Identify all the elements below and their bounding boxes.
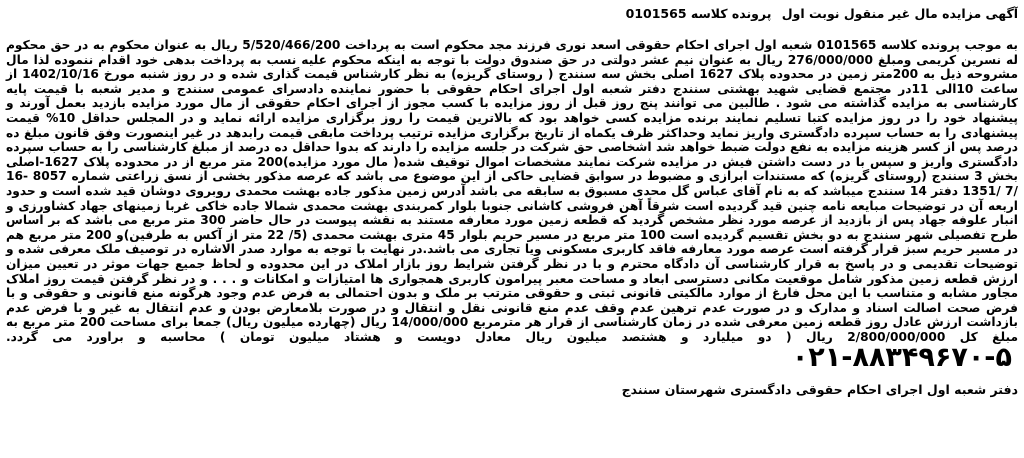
legal-notice	[6, 6, 1018, 452]
notice-header	[6, 6, 1018, 22]
notice-body-text: به موجب پرونده کلاسه 0101565 شعبه اول اجرای احکام حقوقی اسعد نوری فرزند مجد محکوم است به پرداخت 5/520/466/200 ریال به عنوان محکوم به در حق محکوم له نسرین کریمی ومبلغ 276/000/000 ریال به عنوان نیم عشر دولتی در حق صندوق دولت با توجه به اینکه محکوم علیه نسب به پرداخت بدهی خود اقدام ننموده لذا مال مشروحه ذیل به 200متر زمین در محدوده پلاک 1627 اصلی بخش سه سنندج ( روستای گریزه) به نظر کارشناس قیمت گذاری شده و در روز شنبه مورخ 1402/10/16 از ساعت 10الی 11در مجتمع قضایی شهید بهشتی سنندج دفتر شعبه اول اجرای احکام حقوقی با حضور نماینده دادسرای عمومی سنندج و مدیر شعبه با قیمت پایه کارشناسی به مزایده گذاشته می شود . طالبین می توانند پنج روز قبل از روز مزایده با کسب مجوز از اجرای احکام حقوقی از مال مورد مزایده بازدید بعمل آورند و پیشنهاد خود را در روز مزایده کتبا تسلیم نمایند برنده مزایده کسی خواهد بود که بالاترین قیمت را روز برگزاری مزایده ارائه نماید و در المجلس حداقل 10% قیمت پیشنهادی را به حساب سپرده دادگستری واریز نماید وحداکثر ظرف یکماه از تاریخ برگزاری مزایده ترتیب پرداخت مابقی قیمت رابدهد در غیر اینصورت وفق قانون مبلغ ده درصد پس از کسر هزینه مزایده به نفع دولت ضبط خواهد شد اشخاصی حق شرکت در جلسه مزایده را دارند که بدوا حداقل ده درصد از مبلغ کارشناسی را به حساب سپرده دادگستری واریز و سپس با در دست داشتن فیش در مزایده شرکت نمایند مشخصات اموال توقیف شده( مال مورد مزایده)200 متر مربع از در محدوده پلاک 1627-اصلی بخش 3 سنندج (روستای گریزه) که مستندات ابرازی و مضبوط در سوابق قضایی حاکی از این موضوع می باشد که عرصه مذکور بخشی از نسق زراعتی شماره 8057 -16 /7 /1351 دفتر 14 سنندج میباشد که به نام آقای عباس گل محدی مسبوق به سابقه می باشد آدرس زمین مذکور جاده بهشت محمدی روبروی دوشان قید شده است و حدود اربعه آن در توضیحات مبایعه نامه چنین قید گردیده است شرقاً آهن فروشی کاشانی جنوبا بلوار کمربندی بهشت محمدی شمالا جاده خاکی غربا زمینهای جهاد کشاورزی و انبار علوفه جهاد پس از بازدید از عرصه مورد نظر مشخص گردید که قطعه زمین مورد معارفه مستند به نقشه پیوست در حال حاضر 300 متر مربع می باشد که بر اساس طرح تفصیلی شهر سنندج به دو بخش تقسیم گردیده است 100 متر مربع در مسیر حریم بلوار 45 متری بهشت محمدی (5/ 22 متر از آکس به طرفین)و 200 متر مربع هم در مسیر حریم سبز قرار گرفته است عرصه مورد معارفه فاقد کاربری مسکونی ویا تجاری می باشد.در نهایت با توجه به موارد صدر الاشاره در توصیف ملک معرفی شده و توضیحات تقدیمی و در پاسخ به قرار کارشناسی آن دادگاه محترم و با در نظر گرفتن شرایط روز بازار املاک در این محدوده و لحاظ جمیع جهات موثر در تعیین میزان ارزش قطعه زمین مذکور شامل موقعیت مکانی دسترسی ابعاد و مساحت معبر پیرامون کاربری همجواری ها امتیازات و امکانات و . . . و در نظر گرفتن قیمت روز املاک مجاور مشابه و متناسب با این محل فارغ از موارد مالکیتی قانونی ثبتی و حقوقی مترتب بر ملک و بدون احتمالی به فرض عدم وجود هرگونه منع قانونی و حقوقی و با فرض صحت اصالت اسناد و مدارک و در صورت عدم ترهین عدم وقف عدم منع قانونی نقل و انتقال و در صورت بلامعارض بودن و عدم انتقال به غیر و با فرض عدم بازداشت ارزش عادل روز قطعه زمین معرفی شده در زمان کارشناسی از قرار هر مترمربع 14/000/000 ریال (چهارده میلیون ریال) جمعا برای مساحت 200 متر مربع به مبلغ کل 2/800/000/000 ریال ( دو میلیارد و هشتصد میلیون ریال معادل دویست و هشتاد میلیون تومان ) محاسبه و براورد می گردد.	[6, 38, 1019, 344]
signature-line: دفتر شعبه اول اجرای احکام حقوقی دادگستری شهرستان سنندج	[621, 382, 1018, 398]
file-number: پرونده کلاسه 0101565	[625, 6, 772, 21]
notice-body	[6, 38, 1018, 372]
ad-title: آگهی مزایده مال غیر منقول نوبت اول	[781, 6, 1018, 21]
phone-number: ۰۲۱-۸۸۳۴۹۶۷۰-۵	[791, 342, 1012, 374]
